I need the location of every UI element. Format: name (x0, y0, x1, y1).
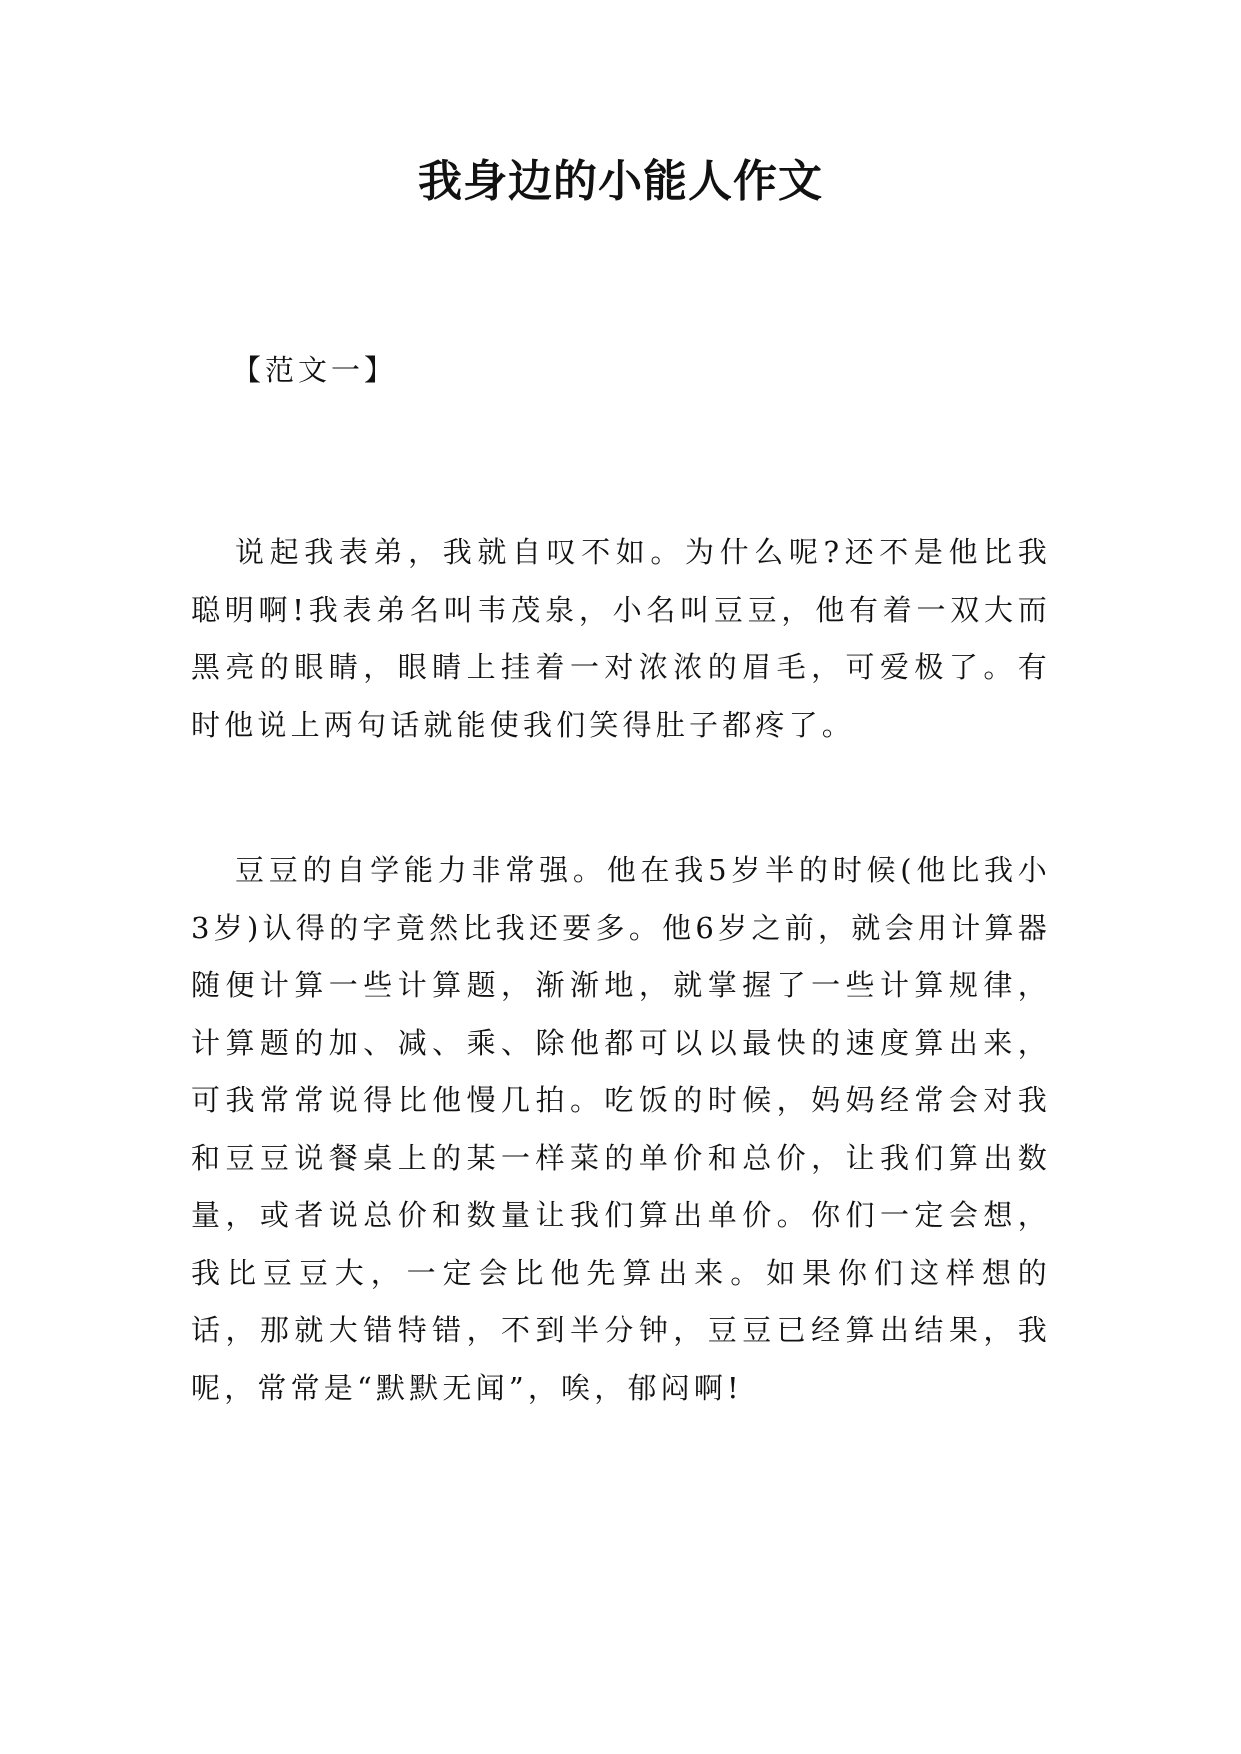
document-title: 我身边的小能人作文 (418, 156, 823, 207)
paragraph: 豆豆的自学能力非常强。他在我5岁半的时候(他比我小3岁)认得的字竟然比我还要多。他6岁之前，就会用计算器随便计算一些计算题，渐渐地，就掌握了一些计算规律，计算题的加、减、乘、除他都可以以最快的速度算出来，可我常常说得比他慢几拍。吃饭的时候，妈妈经常会对我和豆豆说餐桌上的某一样菜的单价和总价，让我们算出数量，或者说总价和数量让我们算出单价。你们一定会想，我比豆豆大，一定会比他先算出来。如果你们这样想的话，那就大错特错，不到半分钟，豆豆已经算出结果，我呢，常常是“默默无闻”，唉，郁闷啊! (191, 853, 1051, 1405)
section-label: 【范文一】 (232, 353, 398, 387)
paragraph: 说起我表弟，我就自叹不如。为什么呢?还不是他比我聪明啊!我表弟名叫韦茂泉，小名叫豆豆，他有着一双大而黑亮的眼睛，眼睛上挂着一对浓浓的眉毛，可爱极了。有时他说上两句话就能使我们笑得肚子都疼了。 (191, 535, 1051, 742)
